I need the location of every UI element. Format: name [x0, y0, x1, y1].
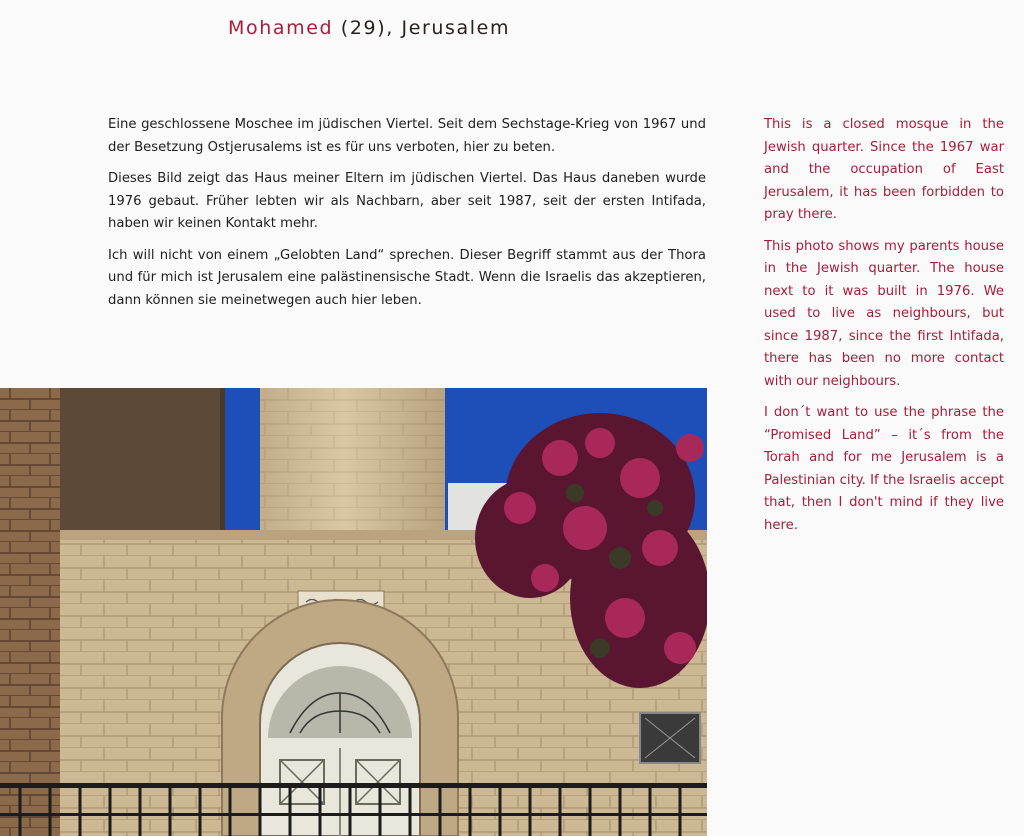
page-title	[228, 17, 510, 39]
title-rest: (29), Jerusalem	[333, 17, 511, 39]
english-text	[764, 114, 1004, 546]
english-paragraph-2: This photo shows my parents house in the Jewish quarter. The house next to it was built in 1976. We used to live as neighbours, but since 1987, since the first Intifada, there has been no more contact with our neighbours.	[764, 238, 1004, 389]
english-paragraph-3: I don´t want to use the phrase the “Promised Land” – it´s from the Torah and for me Jerusalem is a Palestinian city. If the Israelis accept that, then I don't mind if they live here.	[764, 405, 1004, 533]
german-paragraph-2: Dieses Bild zeigt das Haus meiner Eltern im jüdischen Viertel. Das Haus daneben wurde 1976 gebaut. Früher lebten wir als Nachbarn, aber seit 1987, seit der ersten Intifada, haben wir keinen Kontakt mehr.	[108, 171, 706, 231]
person-name: Mohamed	[228, 17, 334, 39]
mosque-photo	[0, 388, 707, 836]
german-text	[108, 114, 706, 321]
german-paragraph-1: Eine geschlossene Moschee im jüdischen Viertel. Seit dem Sechstage-Krieg von 1967 und der Besetzung Ostjerusalems ist es für uns verboten, hier zu beten.	[108, 117, 706, 155]
german-paragraph-3: Ich will nicht von einem „Gelobten Land“ sprechen. Dieser Begriff stammt aus der Thora und für mich ist Jerusalem eine palästinensische Stadt. Wenn die Israelis das akzeptieren, dann können sie meinetwegen auch hier leben.	[108, 247, 706, 308]
english-paragraph-1: This is a closed mosque in the Jewish quarter. Since the 1967 war and the occupation of East Jerusalem, it has been forbidden to pray there.	[764, 117, 1004, 222]
